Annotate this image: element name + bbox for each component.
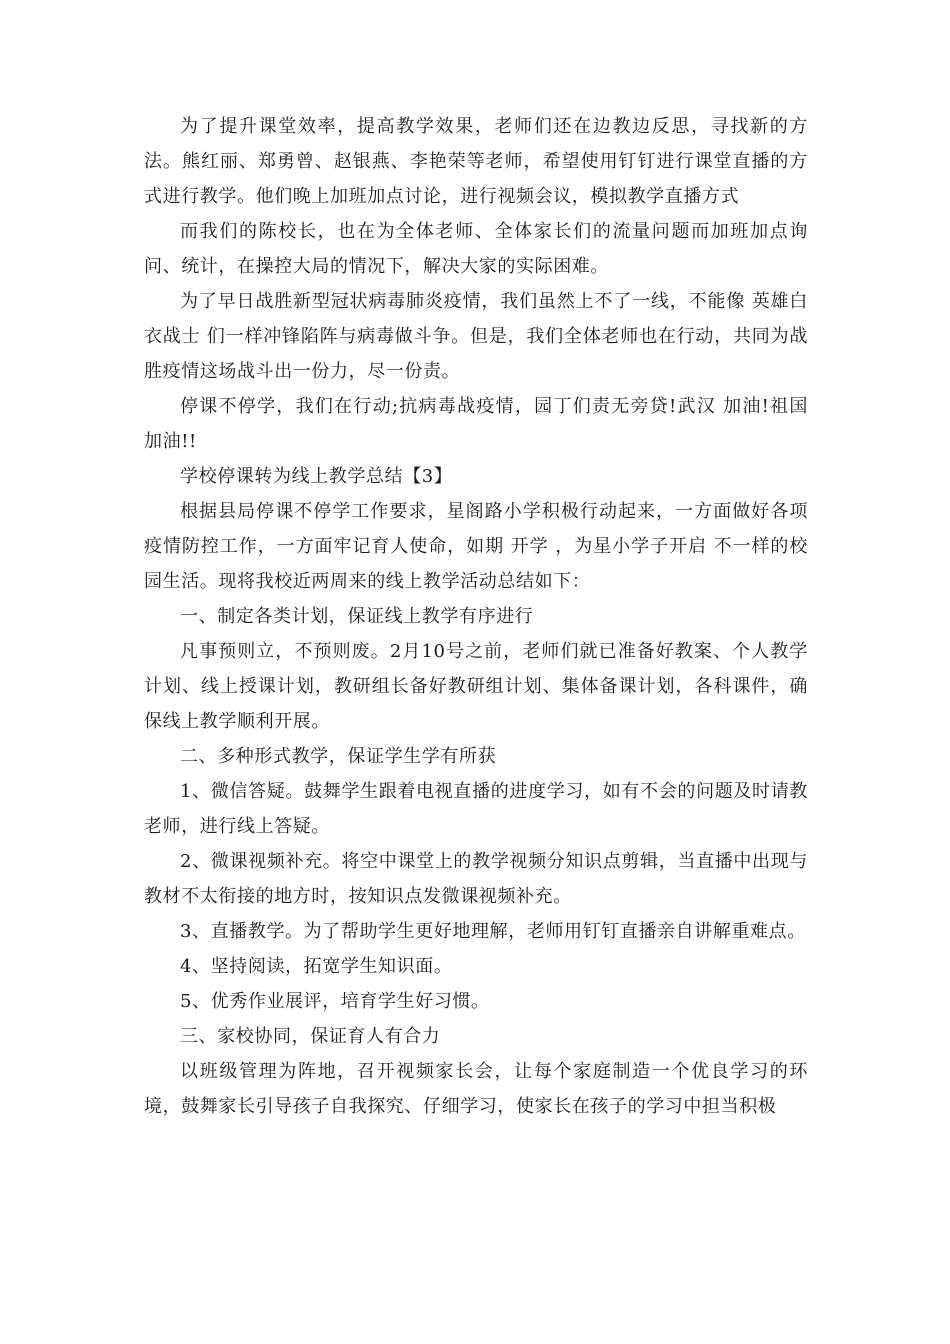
paragraph-plans: 凡事预则立，不预则废。2月10号之前，老师们就已准备好教案、个人教学计划、线上授课计划，教研组长备好教研组计划、集体备课计划，各科课件，确保线上教学顺利开展。 (144, 641, 808, 732)
section-heading-summary-3: 学校停课转为线上教学总结【3】 (180, 466, 453, 487)
heading-home-school: 三、家校协同，保证育人有合力 (180, 1026, 441, 1047)
heading-plans: 一、制定各类计划，保证线上教学有序进行 (180, 606, 534, 627)
document-body (144, 109, 808, 1124)
paragraph-live-teaching: 为了提升课堂效率，提高教学效果，老师们还在边教边反思，寻找新的方法。熊红丽、郑勇曾、赵银燕、李艳荣等老师，希望使用钉钉进行课堂直播的方式进行教学。他们晚上加班加点讨论，进行视频会议，模拟教学直播方式 (144, 116, 808, 207)
list-item-live-teaching: 3、直播教学。为了帮助学生更好地理解，老师用钉钉直播亲自讲解重难点。 (180, 921, 806, 942)
heading-teaching-forms: 二、多种形式教学，保证学生学有所获 (180, 746, 497, 767)
paragraph-home-school: 以班级管理为阵地，召开视频家长会，让每个家庭制造一个优良学习的环境，鼓舞家长引导孩子自我探究、仔细学习，使家长在孩子的学习中担当积极 (144, 1061, 808, 1117)
paragraph-intro: 根据县局停课不停学工作要求，星阁路小学积极行动起来，一方面做好各项疫情防控工作，一方面牢记育人使命，如期 开学 ，为星小学子开启 不一样的校园生活。现将我校近两周来的线上教学活动总结如下： (144, 501, 808, 592)
list-item-reading: 4、坚持阅读，拓宽学生知识面。 (180, 956, 453, 977)
list-item-micro-lessons: 2、微课视频补充。将空中课堂上的教学视频分知识点剪辑，当直播中出现与教材不太衔接的地方时，按知识点发微课视频补充。 (144, 851, 808, 907)
list-item-homework-showcase: 5、优秀作业展评，培育学生好习惯。 (180, 991, 490, 1012)
paragraph-fight-epidemic: 为了早日战胜新型冠状病毒肺炎疫情，我们虽然上不了一线，不能像 英雄白衣战士 们一样冲锋陷阵与病毒做斗争。但是，我们全体老师也在行动，共同为战胜疫情这场战斗出一份力，尽一份责。 (144, 291, 808, 382)
paragraph-slogan: 停课不停学，我们在行动;抗病毒战疫情，园丁们责无旁贷!武汉 加油!祖国 加油!! (144, 396, 808, 452)
paragraph-principal: 而我们的陈校长，也在为全体老师、全体家长们的流量问题而加班加点询问、统计，在操控大局的情况下，解决大家的实际困难。 (144, 221, 808, 277)
list-item-wechat-qa: 1、微信答疑。鼓舞学生跟着电视直播的进度学习，如有不会的问题及时请教老师，进行线上答疑。 (144, 781, 808, 837)
